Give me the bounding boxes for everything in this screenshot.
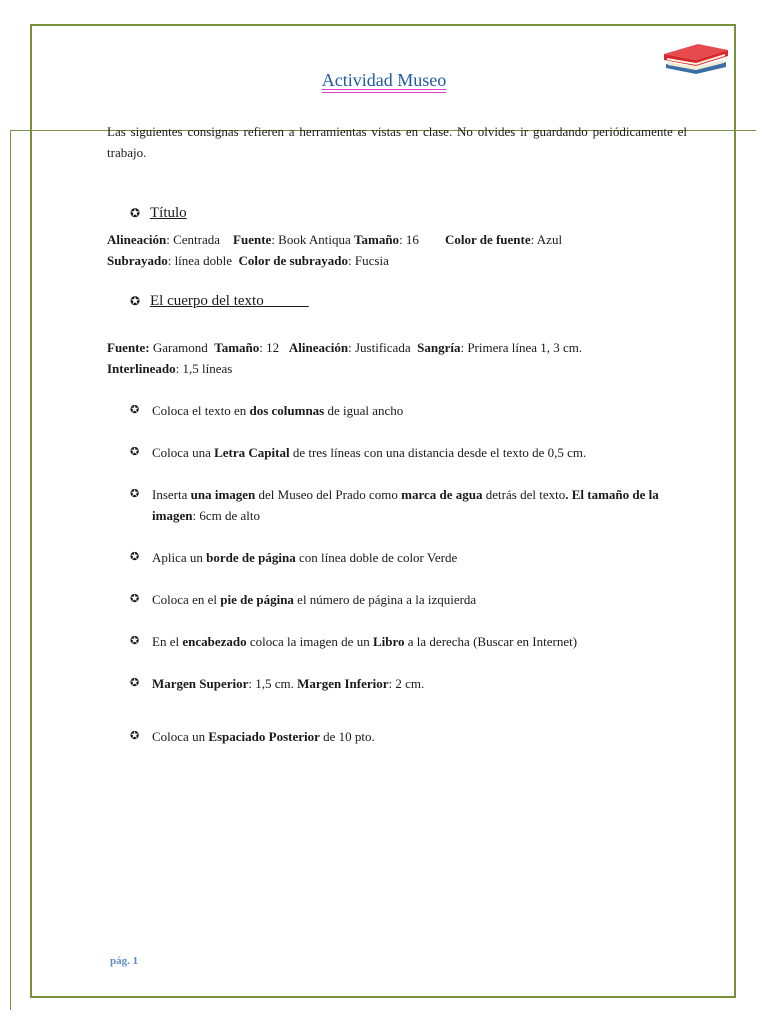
bullet-icon: ✪ <box>130 404 140 416</box>
list-item: ✪ Coloca en el pie de página el número de página a la izquierda <box>130 589 690 610</box>
page-number: pág. 1 <box>110 955 139 967</box>
list-item: ✪ Coloca el texto en dos columnas de igual ancho <box>130 400 690 421</box>
bullet-icon: ✪ <box>130 730 140 742</box>
cuerpo-format-line-2: Interlineado: 1,5 líneas <box>107 361 233 376</box>
list-item: ✪ Coloca un Espaciado Posterior de 10 pto. <box>130 726 690 747</box>
titulo-format-line-2: Subrayado: línea doble Color de subrayado: Fucsia <box>107 253 389 268</box>
list-item: ✪ Margen Superior: 1,5 cm. Margen Inferior: 2 cm. <box>130 673 690 694</box>
bullet-icon: ✪ <box>130 446 140 458</box>
cuerpo-format-line-1: Fuente: Garamond Tamaño: 12 Alineación: Justificada Sangría: Primera línea 1, 3 cm. <box>107 340 583 355</box>
book-stack-icon <box>662 40 730 74</box>
section-heading-titulo: ✪ Título <box>130 205 187 221</box>
bullet-icon: ✪ <box>130 294 141 308</box>
document-title: Actividad Museo <box>321 70 447 90</box>
bullet-icon: ✪ <box>130 677 140 689</box>
section-heading-cuerpo: ✪ El cuerpo del texto <box>130 293 264 309</box>
list-item: ✪ Coloca una Letra Capital de tres líneas con una distancia desde el texto de 0,5 cm. <box>130 442 690 463</box>
titulo-format-line-1: Alineación: Centrada Fuente: Book Antiqua Tamaño: 16 Color de fuente: Azul <box>107 232 563 247</box>
intro-paragraph: Las siguientes consignas refieren a herramientas vistas en clase. No olvides ir guardando periódicamente el trabajo. <box>107 124 687 160</box>
bullet-icon: ✪ <box>130 635 140 647</box>
bullet-icon: ✪ <box>130 206 141 220</box>
bullet-icon: ✪ <box>130 593 140 605</box>
list-item: ✪ En el encabezado coloca la imagen de un Libro a la derecha (Buscar en Internet) <box>130 631 690 652</box>
list-item: ✪ Inserta una imagen del Museo del Prado como marca de agua detrás del texto. El tamaño de la imagen: 6cm de alto <box>130 484 690 526</box>
bullet-icon: ✪ <box>130 551 140 563</box>
bullet-icon: ✪ <box>130 488 140 500</box>
list-item: ✪ Aplica un borde de página con línea doble de color Verde <box>130 547 690 568</box>
